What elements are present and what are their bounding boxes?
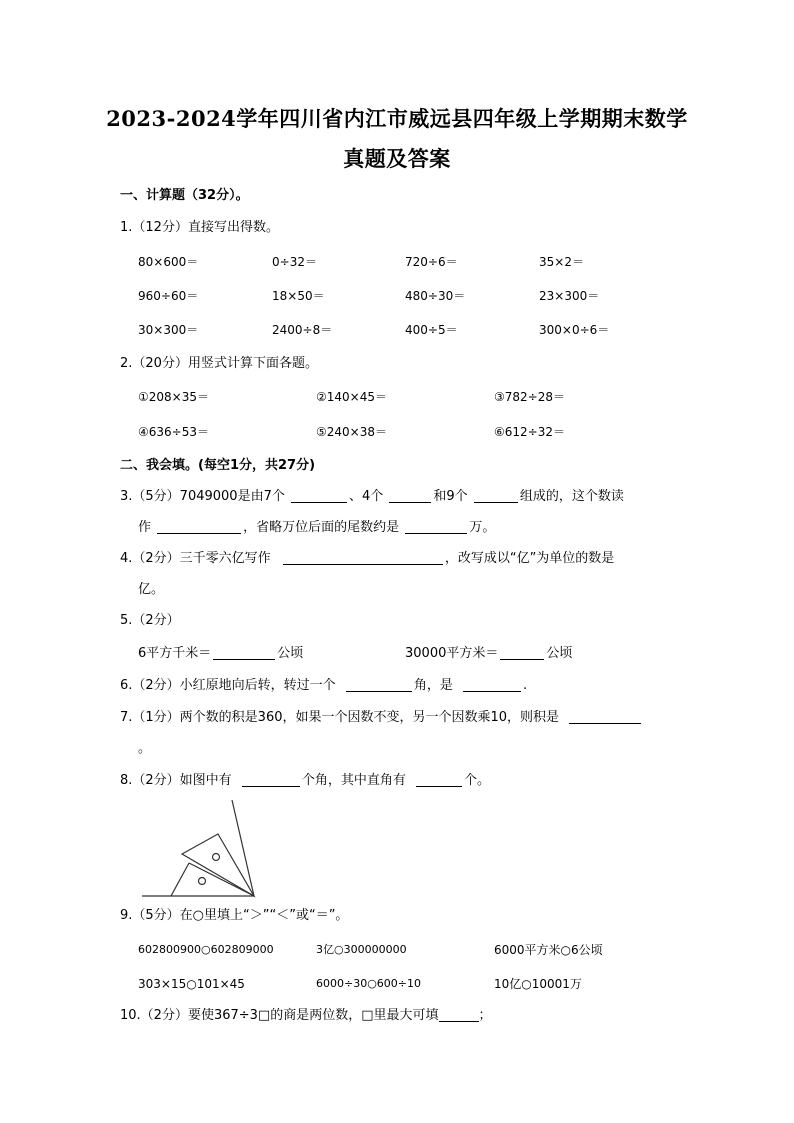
q1-item: 30×300＝ [138, 323, 199, 337]
q1-item: 480÷30＝ [405, 289, 466, 303]
q1-item: 35×2＝ [539, 255, 584, 269]
q1-item: 18×50＝ [272, 289, 325, 303]
q4-line2: 亿。 [138, 582, 165, 597]
q9-item: 6000平方米○6公顷 [494, 943, 603, 957]
section1-header: 一、计算题（32分）。 [120, 188, 249, 203]
q4-text: 4.（2分）三千零六亿写作 [120, 551, 271, 566]
q1-item: 2400÷8＝ [272, 323, 333, 337]
q9-item: 3亿○300000000 [316, 943, 407, 956]
q1-item: 400÷5＝ [405, 323, 458, 337]
q4-text: ，改写成以“亿”为单位的数是 [444, 551, 615, 566]
q2-item: ②140×45＝ [316, 390, 387, 404]
triangle-hole-2 [199, 878, 206, 885]
q2-item: ④636÷53＝ [138, 425, 209, 439]
q3-text: 作 [138, 520, 152, 535]
q5-text: 公顷 [277, 646, 304, 661]
q8-text: 个角，其中直角有 [301, 773, 406, 788]
page-title-line1: 2023-2024学年四川省内江市威远县四年级上学期期末数学 [106, 106, 688, 131]
q3-text: 3.（5分）7049000是由7个 [120, 489, 285, 504]
q1-item: 0÷32＝ [272, 255, 317, 269]
q9-label: 9.（5分）在○里填上“＞”“＜”或“＝”。 [120, 908, 349, 923]
q3-text: 和9个 [433, 489, 468, 504]
q10-text: 10.（2分）要使367÷3□的商是两位数，□里最大可填 [120, 1008, 439, 1023]
q7-text: 7.（1分）两个数的积是360，如果一个因数不变，另一个因数乘10，则积是 [120, 710, 560, 725]
q2-label: 2.（20分）用竖式计算下面各题。 [120, 356, 318, 371]
q1-item: 720÷6＝ [405, 255, 458, 269]
q1-item: 960÷60＝ [138, 289, 199, 303]
q8-text: 8.（2分）如图中有 [120, 773, 232, 788]
q2-item: ⑥612÷32＝ [494, 425, 565, 439]
section2-header: 二、我会填。(每空1分，共27分) [120, 458, 316, 473]
q1-label: 1.（12分）直接写出得数。 [120, 220, 279, 235]
q3-text: 组成的，这个数读 [519, 489, 624, 504]
q5-text: 6平方千米＝ [138, 646, 212, 661]
q10-blank-1[interactable] [439, 1009, 479, 1022]
q8-text: 个。 [463, 773, 490, 788]
q6-text: . [522, 678, 528, 693]
upper-ray [232, 800, 254, 896]
q6-text: 6.（2分）小红原地向后转，转过一个 [120, 678, 336, 693]
q10-line [120, 1009, 492, 1022]
q5-text: 30000平方米＝ [405, 646, 499, 661]
q9-item: 6000÷30○600÷10 [316, 977, 422, 990]
q2-item: ③782÷28＝ [494, 390, 565, 404]
lower-triangle-edge [171, 863, 189, 896]
q9-item: 303×15○101×45 [138, 977, 245, 991]
q9-item: 602800900○602809000 [138, 943, 274, 956]
q1-item: 23×300＝ [539, 289, 600, 303]
q10-text: ； [478, 1008, 492, 1023]
q1-item: 80×600＝ [138, 255, 199, 269]
q9-item: 10亿○10001万 [494, 977, 582, 991]
triangle-hole-1 [213, 854, 220, 861]
q3-text: 、4个 [348, 489, 384, 504]
q6-text: 角，是 [413, 678, 453, 693]
q3-text: 万。 [469, 520, 496, 535]
q2-item: ⑤240×38＝ [316, 425, 387, 439]
page-title-line2: 真题及答案 [343, 146, 451, 171]
q5-label: 5.（2分） [120, 613, 180, 628]
q3-text: ，省略万位后面的尾数约是 [243, 520, 400, 535]
q5-text: 公顷 [546, 646, 573, 661]
q7-end: 。 [138, 741, 152, 756]
q2-item: ①208×35＝ [138, 390, 209, 404]
q1-item: 300×0÷6＝ [539, 323, 610, 337]
